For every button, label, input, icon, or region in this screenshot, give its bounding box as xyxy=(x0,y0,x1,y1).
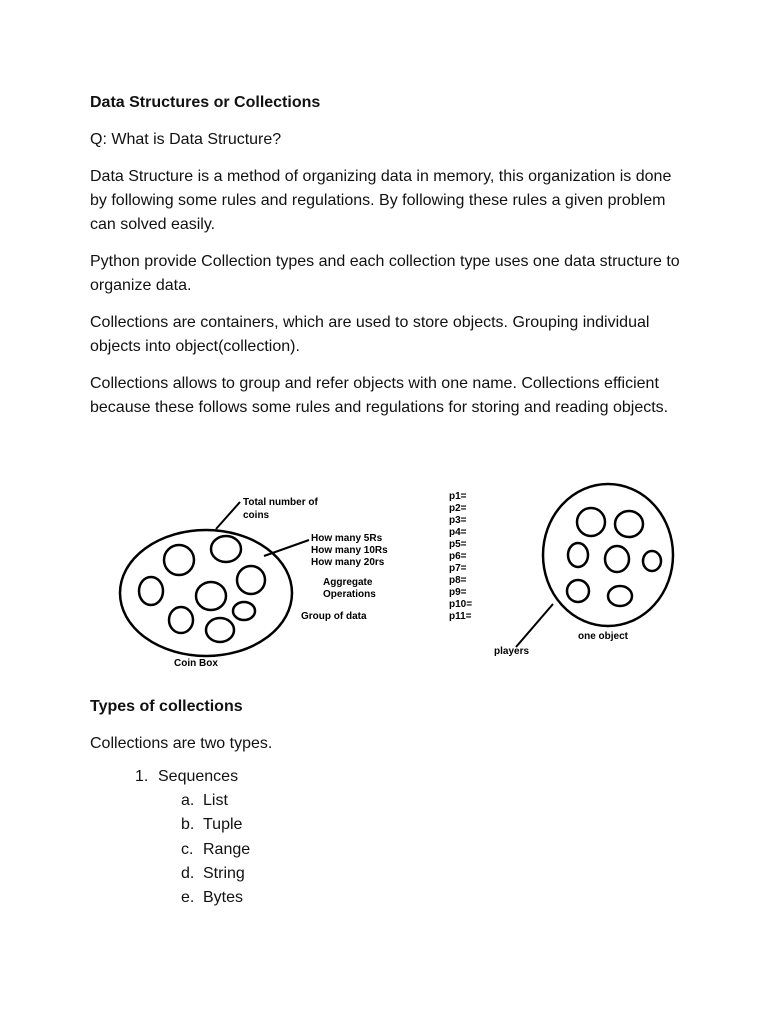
coin xyxy=(169,607,193,633)
p-label: p7= xyxy=(449,563,467,574)
coin xyxy=(164,545,194,575)
sub-item-marker: e. xyxy=(181,889,195,906)
player xyxy=(577,508,605,536)
label-group-of-data: Group of data xyxy=(301,611,367,622)
label-total-line1: Total number of xyxy=(243,497,318,508)
coin xyxy=(237,566,265,594)
coin xyxy=(211,536,241,562)
paragraph-group-refer: Collections allows to group and refer objects with one name. Collections efficient because these follows some rules and regulations for storing and reading objects. xyxy=(90,375,669,416)
p-label: p3= xyxy=(449,515,467,526)
player xyxy=(608,586,632,606)
types-intro: Collections are two types. xyxy=(90,735,273,752)
sub-item-bytes: Bytes xyxy=(203,889,244,906)
list-item-sequences: Sequences xyxy=(158,768,239,785)
player xyxy=(568,543,588,567)
sub-item-marker: d. xyxy=(181,865,195,882)
p-label: p5= xyxy=(449,539,467,550)
sub-item-list: List xyxy=(203,792,228,809)
label-how-20rs: How many 20rs xyxy=(311,557,385,568)
p-label: p1= xyxy=(449,491,467,502)
p-label: p4= xyxy=(449,527,467,538)
sub-item-string: String xyxy=(203,865,245,882)
label-players: players xyxy=(494,646,530,657)
p-label: p2= xyxy=(449,503,467,514)
sub-item-marker: b. xyxy=(181,816,195,833)
coin xyxy=(206,618,234,642)
label-operations: Operations xyxy=(323,589,376,600)
p-label: p11= xyxy=(449,611,472,622)
object-circle xyxy=(543,484,673,626)
label-aggregate: Aggregate xyxy=(323,577,373,588)
list-item-number: 1. xyxy=(135,768,149,785)
player xyxy=(643,551,661,571)
coin-box-ellipse xyxy=(120,530,292,656)
label-how-5rs: How many 5Rs xyxy=(311,533,383,544)
question-text: Q: What is Data Structure? xyxy=(90,131,282,148)
paragraph-python-collections: Python provide Collection types and each collection type uses one data structure to organize data. xyxy=(90,253,680,294)
coin xyxy=(139,577,163,605)
player xyxy=(605,546,629,572)
document-heading: Data Structures or Collections xyxy=(90,94,321,111)
player xyxy=(615,511,643,537)
pointer-how-many xyxy=(264,540,309,556)
pointer-total xyxy=(216,502,240,529)
label-total-line2: coins xyxy=(243,510,270,521)
paragraph-containers: Collections are containers, which are used to store objects. Grouping individual objects into object(collection). xyxy=(90,314,650,355)
sub-item-tuple: Tuple xyxy=(203,816,243,833)
p-label: p10= xyxy=(449,599,473,610)
collections-diagram xyxy=(0,480,768,680)
coin xyxy=(196,582,226,610)
coin xyxy=(233,602,255,620)
player xyxy=(567,580,589,602)
paragraph-definition: Data Structure is a method of organizing data in memory, this organization is done by following some rules and regulations. By following these rules a given problem can solved easily. xyxy=(90,168,672,233)
pointer-players xyxy=(516,604,553,647)
p-label: p8= xyxy=(449,575,467,586)
sub-item-range: Range xyxy=(203,841,251,858)
label-coin-box: Coin Box xyxy=(174,658,218,669)
p-label: p6= xyxy=(449,551,467,562)
label-one-object: one object xyxy=(578,631,629,642)
p-label: p9= xyxy=(449,587,467,598)
sub-item-marker: a. xyxy=(181,792,195,809)
label-how-10rs: How many 10Rs xyxy=(311,545,388,556)
types-heading: Types of collections xyxy=(90,698,243,715)
sub-item-marker: c. xyxy=(181,841,194,858)
